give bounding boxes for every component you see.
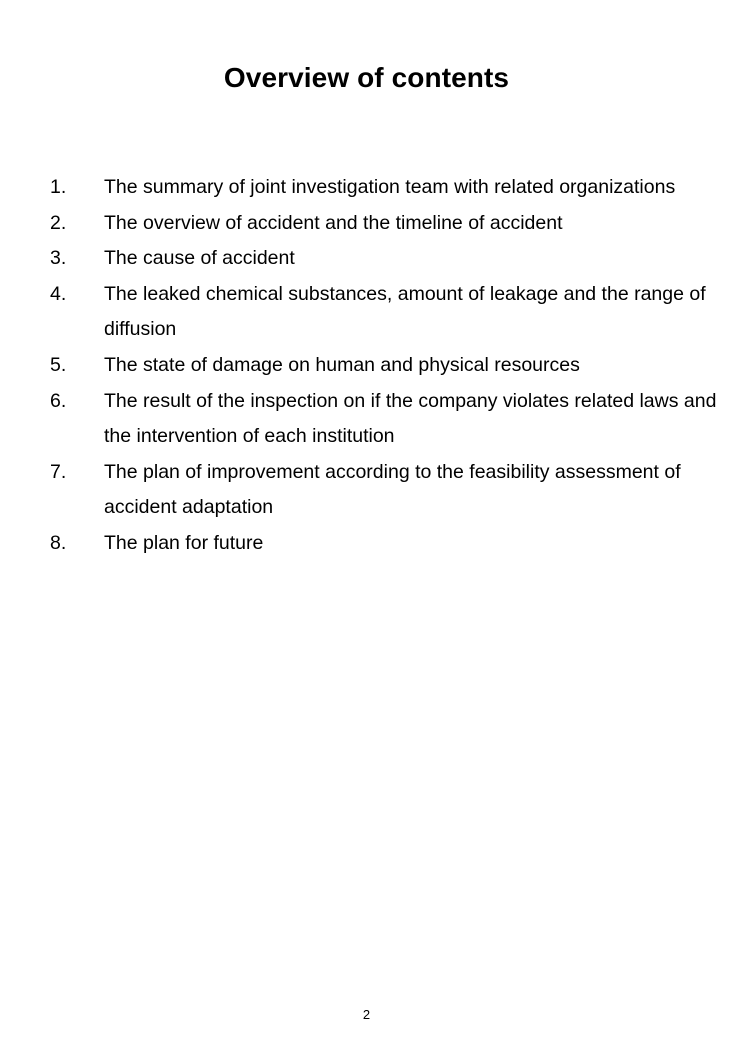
item-text: The result of the inspection on if the company violates related laws and the intervention of each institution: [104, 389, 717, 448]
item-text: The cause of accident: [104, 247, 295, 270]
item-text: The leaked chemical substances, amount of leakage and the range of diffusion: [104, 282, 706, 341]
contents-list: [50, 170, 730, 562]
contents-item-8: [50, 526, 730, 562]
item-number: 6.: [50, 389, 67, 412]
item-number: 3.: [50, 247, 67, 270]
item-text: The overview of accident and the timeline of accident: [104, 211, 563, 234]
item-text: The summary of joint investigation team with related organizations: [104, 176, 676, 198]
item-text: The plan of improvement according to the feasibility assessment of accident adaptation: [104, 460, 681, 519]
contents-item-6: [50, 384, 730, 455]
page-title: Overview of contents: [223, 62, 510, 93]
item-text: The plan for future: [104, 531, 264, 554]
item-number: 5.: [50, 353, 67, 376]
item-number: 4.: [50, 282, 67, 305]
contents-item-3: [50, 241, 730, 277]
contents-item-2: [50, 206, 730, 242]
item-number: 7.: [50, 460, 67, 483]
contents-item-1: [50, 170, 730, 206]
contents-item-4: [50, 277, 730, 348]
contents-item-7: [50, 455, 730, 526]
item-number: 2.: [50, 211, 67, 234]
item-number: 8.: [50, 531, 67, 554]
page-number: 2: [362, 1007, 371, 1022]
item-text: The state of damage on human and physical resources: [104, 353, 580, 376]
contents-item-5: [50, 348, 730, 384]
item-number: 1.: [50, 176, 67, 198]
